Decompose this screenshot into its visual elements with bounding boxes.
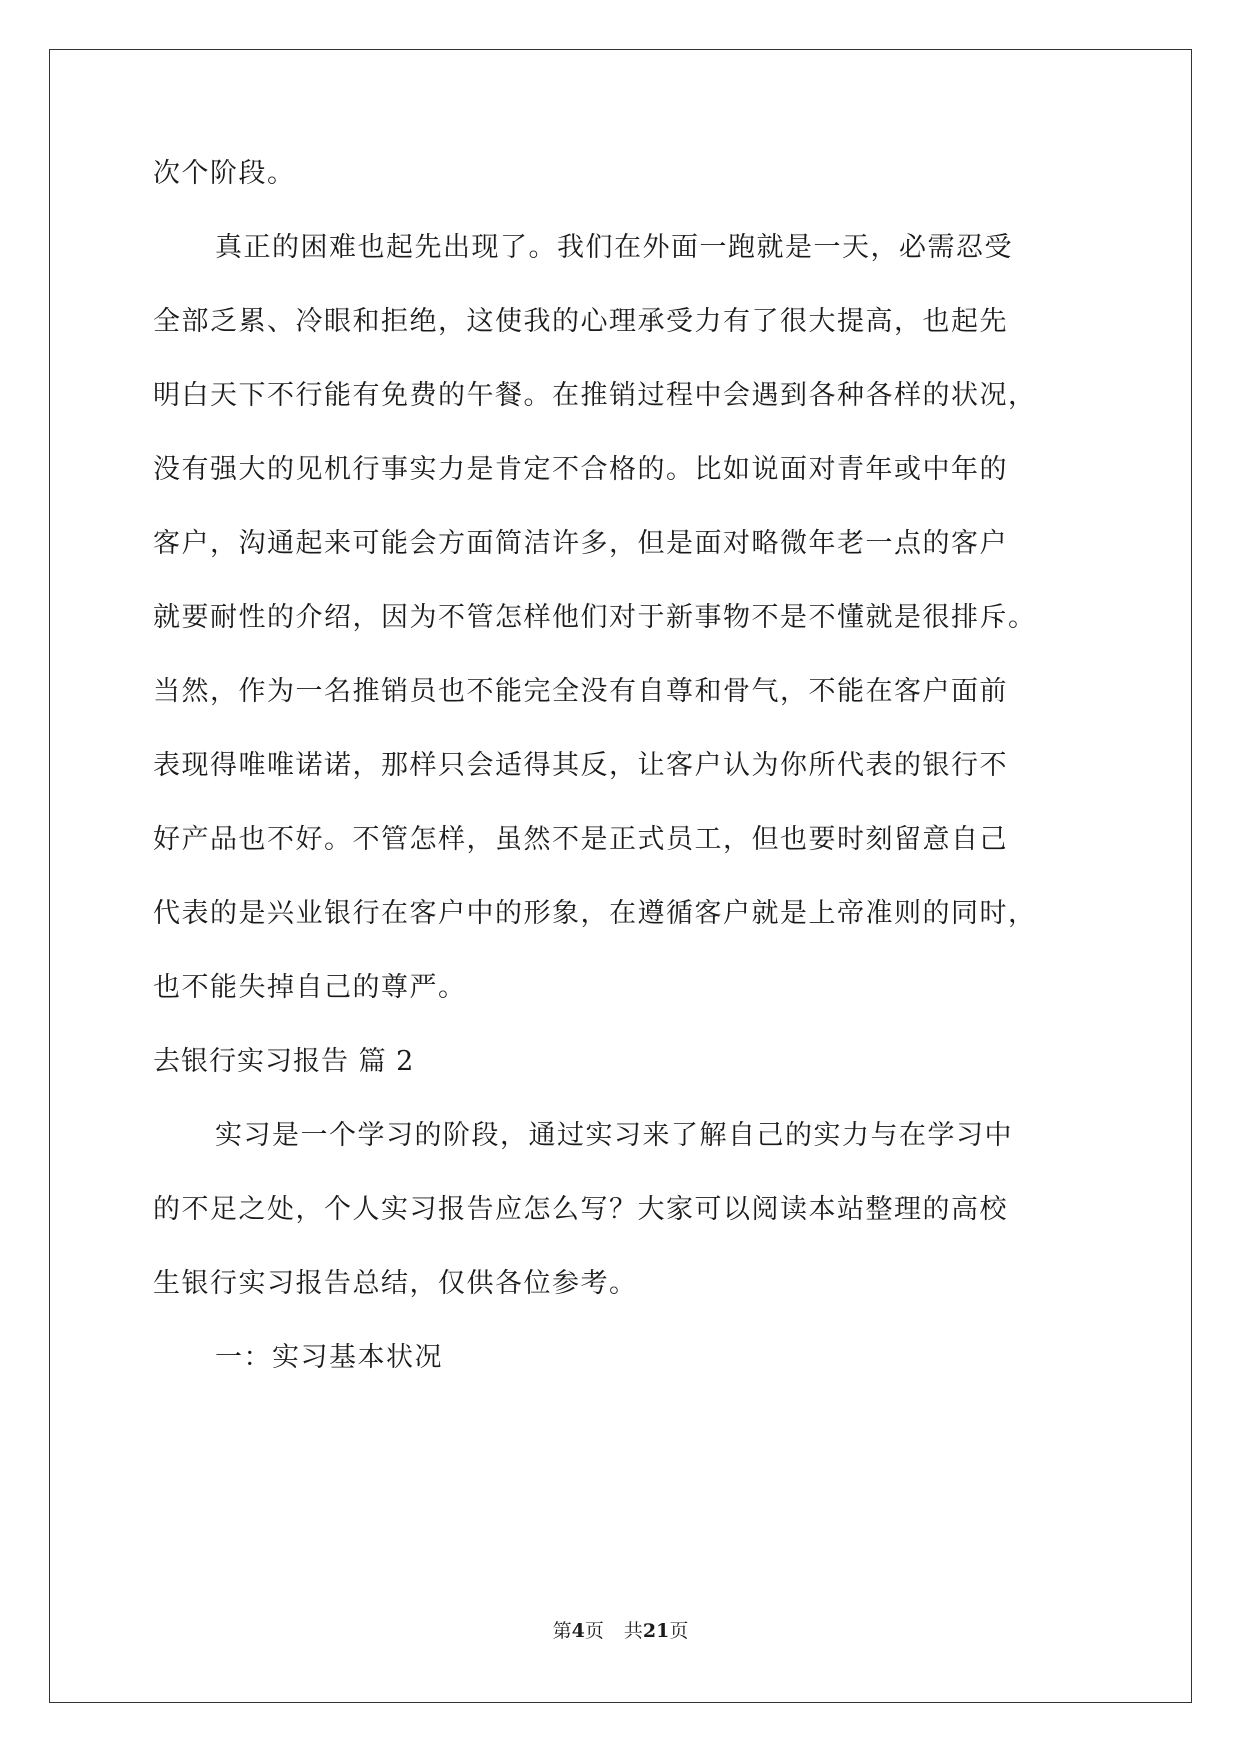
total-prefix: 共 — [623, 1620, 643, 1642]
section-line: 生银行实习报告总结，仅供各位参考。 — [153, 1268, 638, 1299]
total-suffix: 页 — [669, 1620, 689, 1642]
subsection-heading: 一：实习基本状况 — [215, 1342, 443, 1373]
body-line: 当然，作为一名推销员也不能完全没有自尊和骨气，不能在客户面前 — [153, 676, 1008, 707]
body-line: 也不能失掉自己的尊严。 — [153, 972, 467, 1003]
section-line: 实习是一个学习的阶段，通过实习来了解自己的实力与在学习中 — [215, 1120, 1013, 1151]
page-border — [49, 49, 1192, 1703]
page-prefix: 第 — [552, 1620, 572, 1642]
section-line: 的不足之处，个人实习报告应怎么写？大家可以阅读本站整理的高校 — [153, 1194, 1008, 1225]
body-line: 好产品也不好。不管怎样，虽然不是正式员工，但也要时刻留意自己 — [153, 824, 1008, 855]
body-line: 全部乏累、冷眼和拒绝，这使我的心理承受力有了很大提高，也起先 — [153, 306, 1008, 337]
body-line: 真正的困难也起先出现了。我们在外面一跑就是一天，必需忍受 — [215, 232, 1013, 263]
page-number: 4 — [571, 1620, 585, 1642]
body-line: 明白天下不行能有免费的午餐。在推销过程中会遇到各种各样的状况， — [153, 380, 1037, 411]
body-line: 表现得唯唯诺诺，那样只会适得其反，让客户认为你所代表的银行不 — [153, 750, 1008, 781]
body-line: 客户，沟通起来可能会方面简洁许多，但是面对略微年老一点的客户 — [153, 528, 1008, 559]
page-footer — [0, 1619, 1241, 1643]
body-line: 代表的是兴业银行在客户中的形象，在遵循客户就是上帝准则的同时， — [153, 898, 1037, 929]
section-heading: 去银行实习报告 篇 2 — [153, 1046, 415, 1077]
page-suffix: 页 — [584, 1620, 604, 1642]
body-line: 次个阶段。 — [153, 158, 296, 189]
body-line: 没有强大的见机行事实力是肯定不合格的。比如说面对青年或中年的 — [153, 454, 1008, 485]
total-pages: 21 — [642, 1620, 670, 1642]
body-line: 就要耐性的介绍，因为不管怎样他们对于新事物不是不懂就是很排斥。 — [153, 602, 1037, 633]
